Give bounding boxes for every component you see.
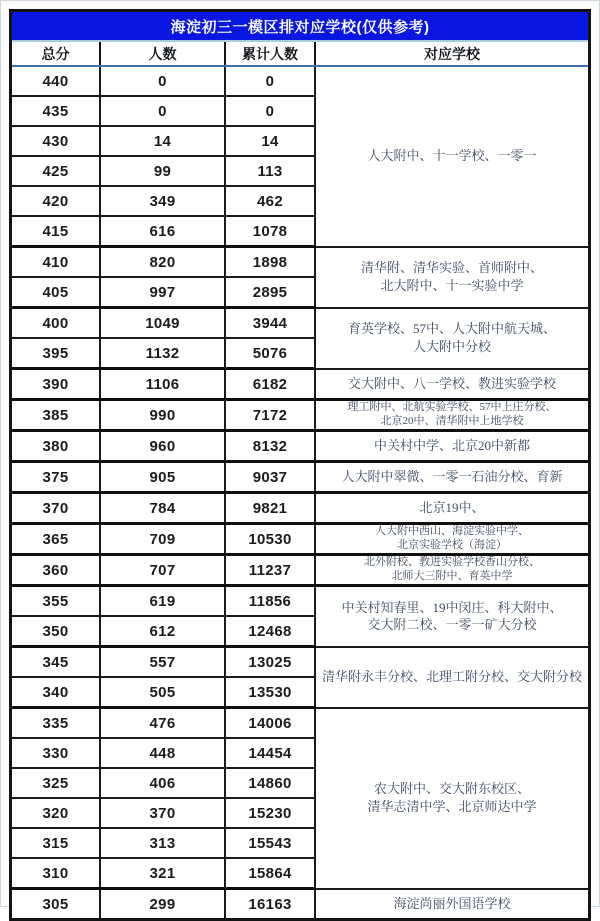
cumulative-cell: 9037 — [225, 462, 315, 493]
count-cell: 1132 — [100, 338, 225, 369]
score-cell: 360 — [12, 555, 100, 586]
table-row — [12, 369, 588, 400]
count-cell: 406 — [100, 768, 225, 798]
school-name-line: 清华志清中学、北京师达中学 — [367, 799, 537, 814]
school-cell — [315, 369, 588, 400]
cumulative-cell: 0 — [225, 66, 315, 96]
count-cell: 997 — [100, 277, 225, 308]
count-cell: 709 — [100, 524, 225, 555]
cumulative-cell: 9821 — [225, 493, 315, 524]
school-cell — [315, 586, 588, 647]
cumulative-cell: 6182 — [225, 369, 315, 400]
cumulative-cell: 14 — [225, 126, 315, 156]
table-row — [12, 462, 588, 493]
score-cell: 370 — [12, 493, 100, 524]
score-cell: 330 — [12, 738, 100, 768]
count-cell: 1049 — [100, 308, 225, 339]
score-cell: 415 — [12, 216, 100, 247]
score-cell: 410 — [12, 247, 100, 278]
school-name-line: 清华附、清华实验、首师附中、 — [360, 260, 543, 276]
count-cell: 612 — [100, 616, 225, 647]
score-cell: 365 — [12, 524, 100, 555]
table-row — [12, 524, 588, 555]
cumulative-cell: 14454 — [225, 738, 315, 768]
table-row — [12, 431, 588, 462]
cumulative-cell: 1898 — [225, 247, 315, 278]
count-cell: 448 — [100, 738, 225, 768]
cumulative-cell: 15230 — [225, 798, 315, 828]
school-cell — [315, 889, 588, 919]
score-cell: 400 — [12, 308, 100, 339]
cumulative-cell: 11856 — [225, 586, 315, 617]
cumulative-cell: 12468 — [225, 616, 315, 647]
score-cell: 420 — [12, 186, 100, 216]
score-cell: 310 — [12, 858, 100, 889]
score-cell: 435 — [12, 96, 100, 126]
cumulative-cell: 2895 — [225, 277, 315, 308]
cumulative-cell: 13025 — [225, 647, 315, 678]
school-cell — [315, 462, 588, 493]
school-name-line: 北京实验学校（海淀） — [397, 539, 507, 551]
school-name-line: 育英学校、57中、人大附中航天城、 — [347, 321, 556, 337]
table-row — [12, 308, 588, 339]
cumulative-cell: 16163 — [225, 889, 315, 919]
cumulative-cell: 13530 — [225, 677, 315, 708]
header-row — [12, 42, 588, 66]
cumulative-cell: 3944 — [225, 308, 315, 339]
count-cell: 960 — [100, 431, 225, 462]
column-header-cumulative: 累计人数 — [225, 42, 315, 66]
score-cell: 425 — [12, 156, 100, 186]
count-cell: 0 — [100, 96, 225, 126]
school-name-line: 北外附校、教进实验学校香山分校、 — [364, 556, 540, 569]
count-cell: 820 — [100, 247, 225, 278]
cumulative-cell: 10530 — [225, 524, 315, 555]
table-row — [12, 708, 588, 739]
score-cell: 430 — [12, 126, 100, 156]
school-cell — [315, 247, 588, 308]
count-cell: 905 — [100, 462, 225, 493]
count-cell: 321 — [100, 858, 225, 889]
cumulative-cell: 462 — [225, 186, 315, 216]
count-cell: 557 — [100, 647, 225, 678]
cumulative-cell: 5076 — [225, 338, 315, 369]
school-cell — [315, 555, 588, 586]
school-cell — [315, 308, 588, 369]
table-row — [12, 586, 588, 617]
count-cell: 476 — [100, 708, 225, 739]
school-name-line: 北大附中、十一实验中学 — [380, 278, 524, 293]
cumulative-cell: 14006 — [225, 708, 315, 739]
table-row — [12, 555, 588, 586]
page-title: 海淀初三一模区排对应学校(仅供参考) — [12, 12, 588, 42]
score-cell: 340 — [12, 677, 100, 708]
column-header-count: 人数 — [100, 42, 225, 66]
table-row — [12, 247, 588, 278]
school-cell — [315, 708, 588, 889]
score-cell: 380 — [12, 431, 100, 462]
score-cell: 390 — [12, 369, 100, 400]
score-table-frame — [9, 9, 591, 921]
cumulative-cell: 14860 — [225, 768, 315, 798]
school-name-line: 人大附中、十一学校、一零一 — [367, 148, 537, 164]
count-cell: 349 — [100, 186, 225, 216]
count-cell: 370 — [100, 798, 225, 828]
cumulative-cell: 11237 — [225, 555, 315, 586]
count-cell: 616 — [100, 216, 225, 247]
count-cell: 1106 — [100, 369, 225, 400]
count-cell: 299 — [100, 889, 225, 919]
table-row — [12, 66, 588, 96]
table-row — [12, 647, 588, 678]
cumulative-cell: 15864 — [225, 858, 315, 889]
school-name-line: 北京19中、 — [419, 500, 485, 516]
school-name-line: 交大附二校、一零一矿大分校 — [367, 617, 537, 633]
cumulative-cell: 15543 — [225, 828, 315, 858]
table-row — [12, 493, 588, 524]
column-header-score: 总分 — [12, 42, 100, 66]
table-row — [12, 400, 588, 431]
school-cell — [315, 66, 588, 247]
cumulative-cell: 8132 — [225, 431, 315, 462]
school-name-line: 中关村中学、北京20中新都 — [373, 438, 530, 454]
cumulative-cell: 113 — [225, 156, 315, 186]
score-cell: 375 — [12, 462, 100, 493]
cumulative-cell: 0 — [225, 96, 315, 126]
cumulative-cell: 7172 — [225, 400, 315, 431]
cumulative-cell: 1078 — [225, 216, 315, 247]
table-row — [12, 889, 588, 919]
count-cell: 784 — [100, 493, 225, 524]
score-cell: 305 — [12, 889, 100, 919]
school-name-line: 人大附中分校 — [412, 339, 491, 354]
score-cell: 345 — [12, 647, 100, 678]
score-cell: 440 — [12, 66, 100, 96]
count-cell: 619 — [100, 586, 225, 617]
school-cell — [315, 647, 588, 708]
school-name-line: 农大附中、交大附东校区、 — [373, 781, 530, 797]
score-cell: 395 — [12, 338, 100, 369]
score-cell: 335 — [12, 708, 100, 739]
count-cell: 505 — [100, 677, 225, 708]
count-cell: 313 — [100, 828, 225, 858]
score-cell: 325 — [12, 768, 100, 798]
school-name-line: 理工附中、北航实验学校、57中上庄分校、 — [347, 401, 557, 414]
table-body — [12, 66, 588, 918]
score-cell: 355 — [12, 586, 100, 617]
school-cell — [315, 493, 588, 524]
column-header-school: 对应学校 — [315, 42, 588, 66]
school-cell — [315, 431, 588, 462]
school-name-line: 人大附中翠微、一零一石油分校、育新 — [341, 469, 563, 485]
school-name-line: 人大附中西山、海淀实验中学、 — [375, 525, 529, 538]
count-cell: 0 — [100, 66, 225, 96]
count-cell: 14 — [100, 126, 225, 156]
count-cell: 990 — [100, 400, 225, 431]
count-cell: 707 — [100, 555, 225, 586]
school-name-line: 交大附中、八一学校、教进实验学校 — [347, 375, 556, 391]
score-cell: 315 — [12, 828, 100, 858]
school-name-line: 北京20中、清华附中上地学校 — [380, 415, 524, 427]
score-cell: 405 — [12, 277, 100, 308]
school-cell — [315, 524, 588, 555]
score-cell: 320 — [12, 798, 100, 828]
score-cell: 385 — [12, 400, 100, 431]
school-cell — [315, 400, 588, 431]
count-cell: 99 — [100, 156, 225, 186]
score-school-table — [12, 42, 588, 918]
school-name-line: 中关村知春里、19中闵庄、科大附中、 — [341, 599, 563, 615]
school-name-line: 清华附永丰分校、北理工附分校、交大附分校 — [321, 669, 582, 685]
score-cell: 350 — [12, 616, 100, 647]
school-name-line: 北师大三附中、育英中学 — [391, 570, 513, 582]
school-name-line: 海淀尚丽外国语学校 — [393, 895, 511, 911]
